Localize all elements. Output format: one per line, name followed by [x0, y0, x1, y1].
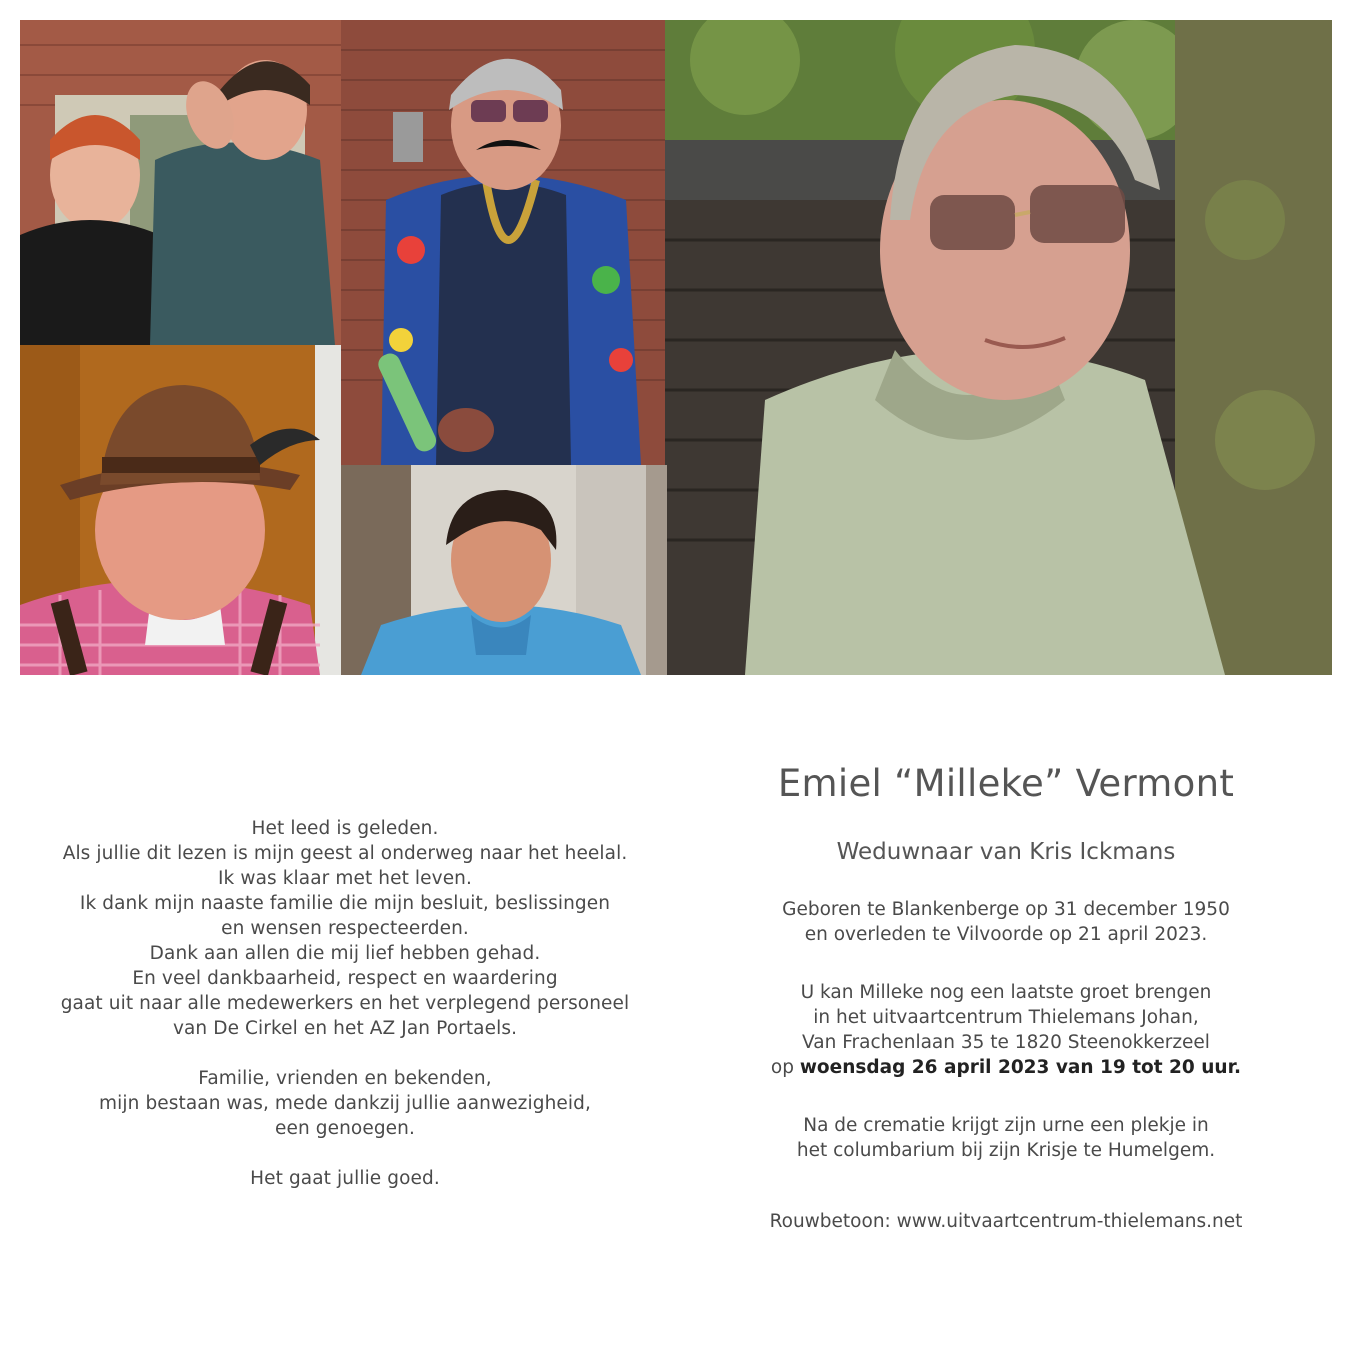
death-announcement: [700, 758, 1312, 1234]
man-hawaiian-shirt-sausage-photo: [341, 20, 665, 465]
farewell-line: een genoegen.: [275, 1118, 415, 1139]
farewell-line: en wensen respecteerden.: [221, 918, 469, 939]
farewell-line: gaat uit naar alle medewerkers en het verplegend personeel: [60, 993, 630, 1014]
condolence-line: [700, 1209, 1312, 1234]
man-sunglasses-tree-photo: [665, 20, 1332, 675]
farewell-line: Dank aan allen die mij lief hebben gehad.: [149, 943, 541, 964]
urn-line: Na de crematie krijgt zijn urne een plekje in: [803, 1115, 1209, 1136]
visit-line: in het uitvaartcentrum Thielemans Johan,: [813, 1007, 1199, 1028]
visit-prefix: op: [770, 1057, 794, 1078]
deceased-name: Emiel “Milleke” Vermont: [777, 762, 1235, 805]
farewell-line: En veel dankbaarheid, respect en waardering: [132, 968, 558, 989]
couple-waving-photo: [20, 20, 341, 345]
farewell-message: [20, 816, 670, 1191]
visit-datetime: woensdag 26 april 2023 van 19 tot 20 uur.: [799, 1057, 1242, 1078]
birth-death-details: [700, 897, 1312, 947]
young-man-denim-shirt-photo: [341, 465, 667, 675]
man-tyrolean-hat-photo: [20, 345, 341, 675]
death-line: en overleden te Vilvoorde op 21 april 2023.: [804, 924, 1208, 945]
farewell-line: Het leed is geleden.: [251, 818, 439, 839]
visit-line: Van Frachenlaan 35 te 1820 Steenokkerzeel: [802, 1032, 1210, 1053]
farewell-line: Ik dank mijn naaste familie die mijn besluit, beslissingen: [79, 893, 611, 914]
farewell-line: Ik was klaar met het leven.: [218, 868, 472, 889]
condolence-url[interactable]: www.uitvaartcentrum-thielemans.net: [896, 1211, 1243, 1232]
farewell-line: Als jullie dit lezen is mijn geest al onderweg naar het heelal.: [62, 843, 628, 864]
farewell-line: van De Cirkel en het AZ Jan Portaels.: [172, 1018, 518, 1039]
condolence-label: Rouwbetoon:: [769, 1211, 891, 1232]
urn-details: [700, 1113, 1312, 1163]
birth-line: Geboren te Blankenberge op 31 december 1950: [782, 899, 1230, 920]
visitation-details: [700, 980, 1312, 1080]
farewell-closing: Het gaat jullie goed.: [250, 1168, 440, 1189]
farewell-line: mijn bestaan was, mede dankzij jullie aanwezigheid,: [99, 1093, 591, 1114]
visit-datetime-line: [700, 1055, 1312, 1080]
farewell-line: Familie, vrienden en bekenden,: [198, 1068, 492, 1089]
widower-subtitle: Weduwnaar van Kris Ickmans: [836, 839, 1176, 865]
visit-line: U kan Milleke nog een laatste groet brengen: [800, 982, 1212, 1003]
urn-line: het columbarium bij zijn Krisje te Humelgem.: [796, 1140, 1216, 1161]
